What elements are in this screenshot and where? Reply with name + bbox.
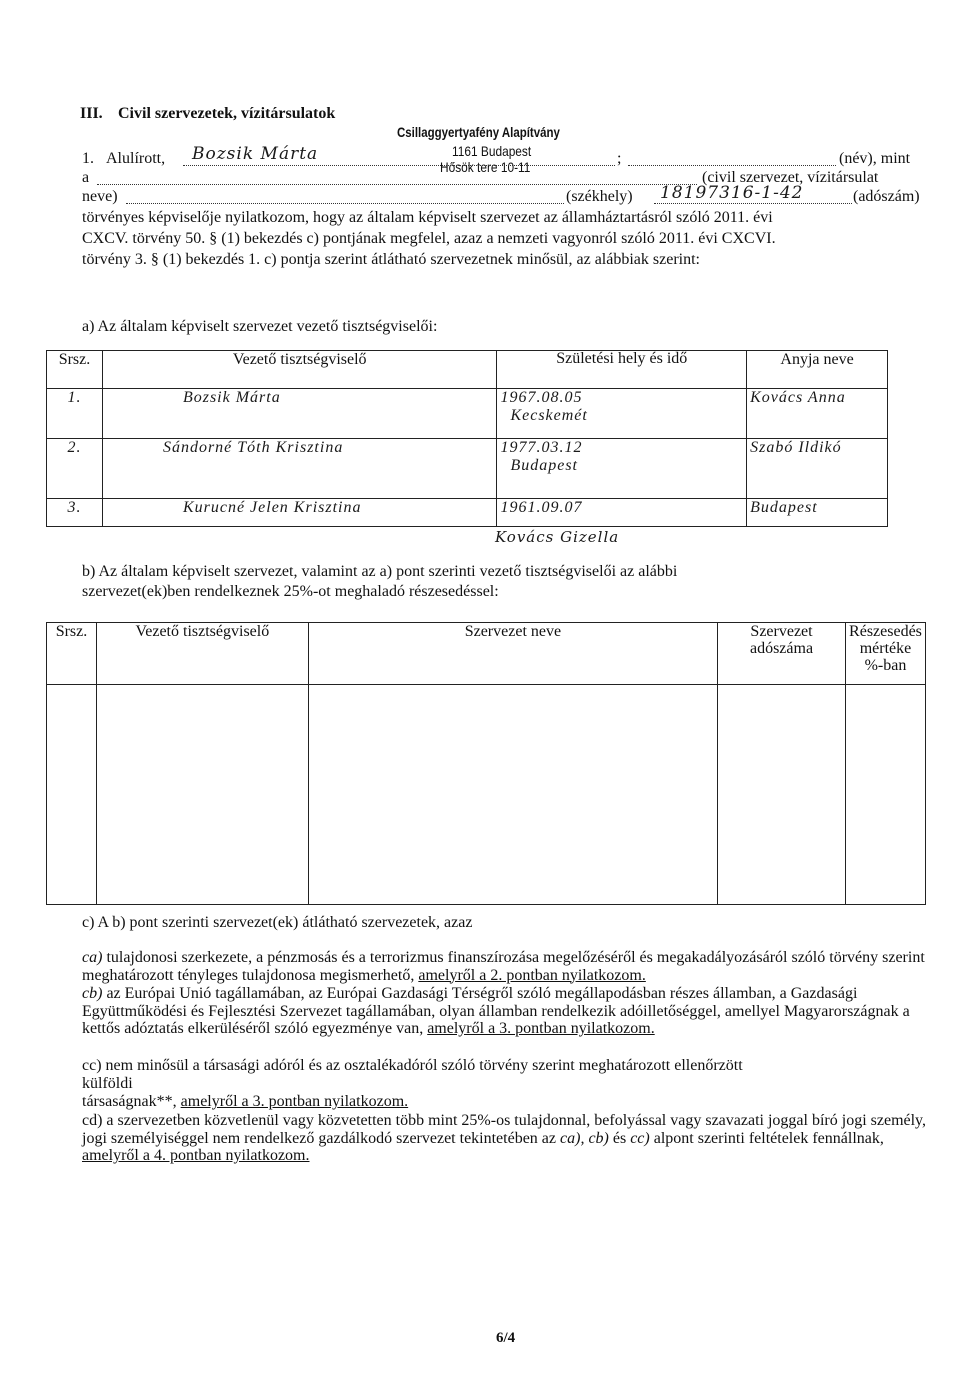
cd-reference: amelyről a 4. pontban nyilatkozom. — [82, 1147, 310, 1164]
leaders-table-header — [47, 351, 888, 389]
stamp-address-line1: 1161 Budapest — [452, 143, 532, 159]
declaration-line-4: törvényes képviselője nyilatkozom, hogy az általam képviselt szervezet az államháztartásról szóló 2011. évi — [82, 209, 773, 226]
row-leader-name: Bozsik Márta — [102, 389, 496, 439]
row-srsz: 1. — [47, 389, 103, 439]
empty-cell — [718, 685, 846, 905]
a-label: a — [82, 169, 90, 186]
item-number: 1. — [82, 150, 94, 167]
header-mother: Anyja neve — [747, 351, 888, 389]
ca-label: ca) — [82, 949, 103, 966]
name-dotted-line — [183, 165, 615, 166]
empty-cell — [845, 685, 925, 905]
table-row — [47, 685, 926, 905]
cc-line-3 — [82, 1093, 408, 1111]
row-birth-place: Budapest — [510, 457, 578, 474]
cc-reference: amelyről a 3. pontban nyilatkozom. — [180, 1093, 409, 1110]
header-leader: Vezető tisztségviselő — [102, 351, 496, 389]
row-mother: Kovács Anna — [747, 389, 888, 439]
page-number: 6/4 — [496, 1330, 516, 1346]
section-number: III. — [80, 105, 103, 122]
cd-refs: ca), cb) — [560, 1129, 609, 1147]
row-srsz: 2. — [47, 439, 103, 499]
row-birth — [497, 439, 747, 499]
handwritten-taxnumber: 18197316-1-42 — [660, 183, 804, 203]
table-row — [47, 389, 888, 439]
header-srsz: Srsz. — [47, 623, 97, 685]
cb-reference: amelyről a 3. pontban nyilatkozom. — [427, 1020, 655, 1037]
row3-mother-overflow: Kovács Gizella — [495, 528, 620, 546]
row-leader-name: Sándorné Tóth Krisztina — [102, 439, 496, 499]
ca-text: tulajdonosi szerkezete, a pénzmosás és a terrorizmus finanszírozása megelőzéséről és megakadályozásáról szóló törvény szerint meghatározott tényleges tulajdonosa megismerhető, — [82, 949, 925, 984]
holdings-table — [46, 622, 926, 905]
table-row — [47, 499, 888, 527]
section-a-heading: a) Az általam képviselt szervezet vezető tisztségviselői: — [82, 318, 438, 335]
empty-cell — [96, 685, 308, 905]
section-title: Civil szervezetek, vízitársulatok — [118, 105, 336, 122]
semicolon: ; — [617, 150, 622, 167]
row-birth-place: Kecskemét — [510, 407, 588, 424]
cd-paragraph — [82, 1112, 940, 1165]
cd-es: és — [612, 1129, 627, 1147]
tax-dotted-line — [654, 203, 852, 204]
row-birth-date: 1961.09.07 — [500, 499, 583, 516]
cd-text: cd) a szervezetben közvetlenül vagy közvetetten több mint 25%-os tulajdonnal, befolyással vagy szavazati joggal bíró jogi személy, jogi személyiséggel nem rendelkező gazdálkodó szervezet tekintetében az — [82, 1112, 927, 1147]
header-birth: Születési hely és idő — [497, 351, 747, 389]
header-leader: Vezető tisztségviselő — [96, 623, 308, 685]
stamp-address-line2: Hősök tere 10-11 — [440, 159, 531, 175]
row-srsz: 3. — [47, 499, 103, 527]
cd-text-2: alpont szerinti feltételek fennállnak, — [653, 1129, 884, 1147]
org-dotted-line — [97, 184, 697, 185]
cc-line-2: külföldi — [82, 1075, 133, 1092]
stamp-org-name: Csillaggyertyafény Alapítvány — [397, 124, 560, 140]
row-birth — [497, 389, 747, 439]
empty-cell — [308, 685, 717, 905]
leaders-table — [46, 350, 888, 527]
table-row — [47, 439, 888, 499]
adoszam-label: (adószám) — [853, 188, 920, 205]
name-dotted-line-2 — [628, 165, 836, 166]
section-b-heading-1: b) Az általam képviselt szervezet, valamint az a) pont szerinti vezető tisztségviselői az alábbi — [82, 563, 678, 580]
header-srsz: Srsz. — [47, 351, 103, 389]
empty-cell — [47, 685, 97, 905]
cb-label: cb) — [82, 985, 103, 1002]
row-birth — [497, 499, 747, 527]
ca-reference: amelyről a 2. pontban nyilatkozom. — [418, 966, 646, 984]
szekhely-label: (székhely) — [566, 188, 633, 205]
civil-label: (civil szervezet, vízitársulat — [702, 169, 879, 186]
cc-text: társaságnak**, — [82, 1093, 177, 1110]
cc-line-1: cc) nem minősül a társasági adóról és az osztalékadóról szóló törvény szerint meghatározott ellenőrzött — [82, 1057, 743, 1074]
row-birth-date: 1967.08.05 — [500, 389, 583, 406]
declaration-line-6: törvény 3. § (1) bekezdés 1. c) pontja szerint átlátható szervezetnek minősül, az alábbiak szerint: — [82, 251, 700, 268]
nev-label: (név), mint — [839, 150, 911, 167]
seat-dotted-line — [126, 203, 564, 204]
cb-text: az Európai Unió tagállamában, az Európai Gazdasági Térségről szóló megállapodásban részes államban, a Gazdasági Együttműködési és Fejlesztési Szervezet tagállamában, olyan államban rendelkezik adóilletőséggel, amellyel Magyarországnak a kettős adóztatás elkerüléséről szóló egyezménye van, — [82, 985, 910, 1037]
section-c-heading: c) A b) pont szerinti szervezet(ek) átlátható szervezetek, azaz — [82, 914, 473, 931]
header-share: Részesedés mértéke %-ban — [845, 623, 925, 685]
row-mother: Szabó Ildikó — [747, 439, 888, 499]
header-org-tax: Szervezet adószáma — [718, 623, 846, 685]
row-birth-date: 1977.03.12 — [500, 439, 583, 456]
row-leader-name: Kurucné Jelen Krisztina — [102, 499, 496, 527]
cb-paragraph — [82, 985, 940, 1038]
declaration-line-5: CXCV. törvény 50. § (1) bekezdés c) pontjának megfelel, azaz a nemzeti vagyonról szóló 2011. évi CXCVI. — [82, 230, 776, 247]
alulirott-label: Alulírott, — [106, 150, 166, 167]
section-b-heading-2: szervezet(ek)ben rendelkeznek 25%-ot meghaladó részesedéssel: — [82, 583, 499, 600]
cd-cc: cc) — [630, 1129, 650, 1147]
neve-label: neve) — [82, 188, 118, 205]
row-mother: Budapest — [747, 499, 888, 527]
header-org-name: Szervezet neve — [308, 623, 717, 685]
ca-paragraph — [82, 949, 940, 984]
holdings-table-header — [47, 623, 926, 685]
handwritten-name: Bozsik Márta — [192, 144, 319, 164]
